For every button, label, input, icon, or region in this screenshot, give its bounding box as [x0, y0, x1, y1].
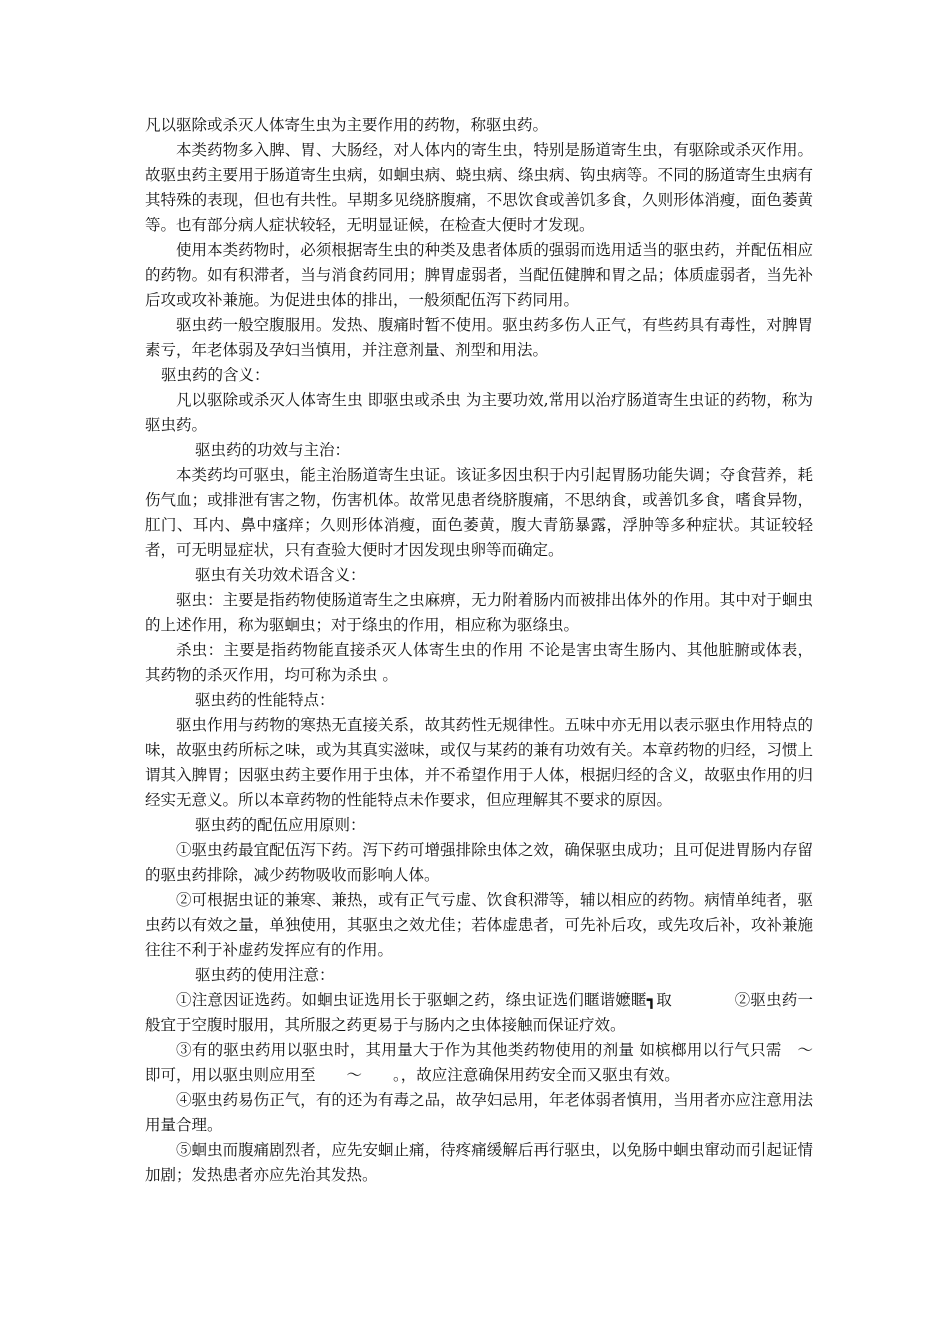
- paragraph-precaution-5: ⑤蛔虫而腹痛剧烈者，应先安蛔止痛，待疼痛缓解后再行驱虫，以免肠中蛔虫窜动而引起证情加剧；发热患者亦应先治其发热。: [145, 1141, 813, 1184]
- paragraph-usage: 使用本类药物时，必须根据寄生虫的种类及患者体质的强弱而选用适当的驱虫药，并配伍相应的药物。如有积滞者，当与消食药同用；脾胃虚弱者，当配伍健脾和胃之品；体质虚弱者，当先补后攻或攻补兼施。为促进虫体的排出，一般须配伍泻下药同用。: [145, 241, 813, 309]
- paragraph-precaution-1: ①注意因证选药。如蛔虫证选用长于驱蛔之药，绦虫证选们䁥谐嬷䁥┓取 ②驱虫药一般宜于空腹时服用，其所服之药更易于与肠内之虫体接触而保证疗效。: [145, 991, 813, 1034]
- paragraph-properties: 驱虫作用与药物的寒热无直接关系，故其药性无规律性。五味中亦无用以表示驱虫作用特点的味，故驱虫药所标之味，或为其真实滋味，或仅与某药的兼有功效有关。本章药物的归经，习惯上谓其入脾胃；因驱虫药主要作用于虫体，并不希望作用于人体，根据归经的含义，故驱虫作用的归经实无意义。所以本章药物的性能特点未作要求，但应理解其不要求的原因。: [145, 716, 813, 809]
- paragraph-precaution-3: ③有的驱虫药用以驱虫时，其用量大于作为其他类药物使用的剂量 如槟榔用以行气只需 ～ 即可，用以驱虫则应用至 ～ 。，故应注意确保用药安全而又驱虫有效。: [145, 1041, 845, 1084]
- paragraph-term-expel: 驱虫：主要是指药物使肠道寄生之虫麻痹，无力附着肠内而被排出体外的作用。其中对于蛔虫的上述作用，称为驱蛔虫；对于绦虫的作用，相应称为驱绦虫。: [145, 591, 813, 634]
- paragraph-actions: 本类药物多入脾、胃、大肠经，对人体内的寄生虫，特别是肠道寄生虫，有驱除或杀灭作用。故驱虫药主要用于肠道寄生虫病，如蛔虫病、蛲虫病、绦虫病、钩虫病等。不同的肠道寄生虫病有其特殊的表现，但也有共性。早期多见绕脐腹痛，不思饮食或善饥多食，久则形体消瘦，面色萎黄等。也有部分病人症状较轻，无明显证候，在检查大便时才发现。: [145, 141, 813, 234]
- paragraph-efficacy: 本类药均可驱虫，能主治肠道寄生虫证。该证多因虫积于内引起胃肠功能失调；夺食营养，耗伤气血；或排泄有害之物，伤害机体。故常见患者绕脐腹痛，不思纳食，或善饥多食，嗜食异物，肛门、耳内、鼻中瘙痒；久则形体消瘦，面色萎黄，腹大青筋暴露，浮肿等多种症状。其证较轻者，可无明显症状，只有查验大便时才因发现虫卵等而确定。: [145, 466, 813, 559]
- heading-precautions: 驱虫药的使用注意：: [195, 966, 335, 984]
- heading-terms: 驱虫有关功效术语含义：: [195, 566, 366, 584]
- paragraph-precaution-4: ④驱虫药易伤正气，有的还为有毒之品，故孕妇忌用，年老体弱者慎用，当用者亦应注意用法用量合理。: [145, 1091, 813, 1134]
- intro-definition: 凡以驱除或杀灭人体寄生虫为主要作用的药物，称驱虫药。: [145, 116, 549, 134]
- heading-combination: 驱虫药的配伍应用原则：: [195, 816, 366, 834]
- heading-meaning: 驱虫药的含义：: [161, 366, 270, 384]
- paragraph-combination-1: ①驱虫药最宜配伍泻下药。泻下药可增强排除虫体之效，确保驱虫成功；且可促进胃肠内存留的驱虫药排除，减少药物吸收而影响人体。: [145, 841, 813, 884]
- paragraph-term-kill: 杀虫：主要是指药物能直接杀灭人体寄生虫的作用 不论是害虫寄生肠内、其他脏腑或体表，其药物的杀灭作用，均可称为杀虫 。: [145, 641, 813, 684]
- paragraph-combination-2: ②可根据虫证的兼寒、兼热，或有正气亏虚、饮食积滞等，辅以相应的药物。病情单纯者，驱虫药以有效之量，单独使用，其驱虫之效尤佳；若体虚患者，可先补后攻，或先攻后补，攻补兼施往往不利于补虚药发挥应有的作用。: [145, 891, 813, 959]
- document-page: [145, 113, 845, 1188]
- paragraph-administration: 驱虫药一般空腹服用。发热、腹痛时暂不使用。驱虫药多伤人正气，有些药具有毒性，对脾胃素亏，年老体弱及孕妇当慎用，并注意剂量、剂型和用法。: [145, 316, 813, 359]
- heading-efficacy: 驱虫药的功效与主治：: [195, 441, 351, 459]
- heading-properties: 驱虫药的性能特点：: [195, 691, 335, 709]
- paragraph-meaning: 凡以驱除或杀灭人体寄生虫 即驱虫或杀虫 为主要功效,常用以治疗肠道寄生虫证的药物，称为驱虫药。: [145, 391, 813, 434]
